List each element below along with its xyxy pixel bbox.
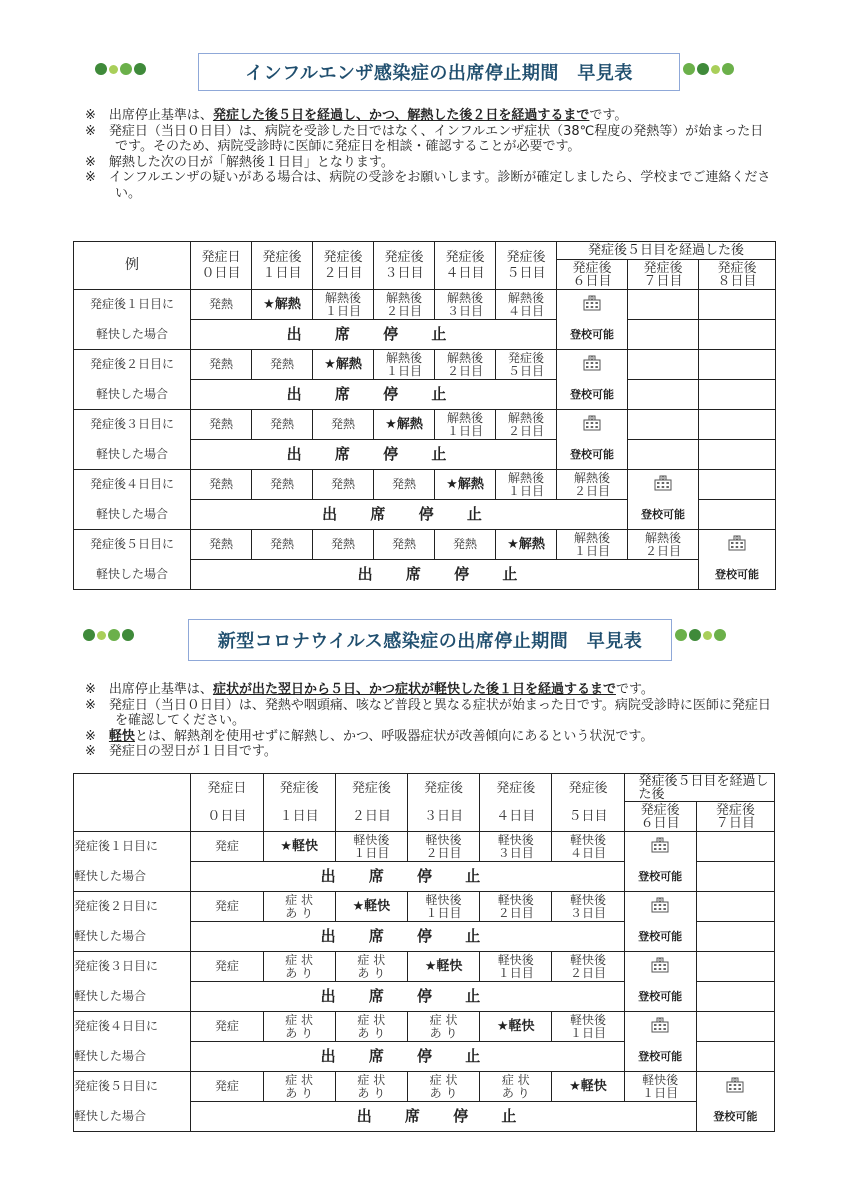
school-building-icon (583, 420, 601, 434)
recovery-day-cell: ★軽快 (407, 952, 479, 982)
row-label: 発症後３日目に (74, 410, 191, 440)
can-attend-label: 登校可能 (557, 440, 628, 470)
empty-cell (699, 500, 776, 530)
influenza-title: インフルエンザ感染症の出席停止期間 早見表 (198, 53, 680, 91)
status-cell: 発熱 (313, 470, 374, 500)
row-label: 軽快した場合 (74, 982, 191, 1012)
status-cell: 発熱 (252, 530, 313, 560)
can-attend-label: 登校可能 (624, 862, 696, 892)
attendance-suspended-span: 出 席 停 止 (191, 320, 557, 350)
status-cell: 軽快後 ３日目 (480, 832, 552, 862)
empty-cell (628, 410, 699, 440)
status-cell: 解熱後 １日目 (374, 350, 435, 380)
table-row (74, 1042, 775, 1072)
row-label: 軽快した場合 (74, 862, 191, 892)
influenza-schedule-table (73, 241, 776, 590)
status-cell: 解熱後 ２日目 (628, 530, 699, 560)
header-row (74, 242, 776, 260)
empty-cell (628, 380, 699, 410)
empty-cell (696, 922, 774, 952)
empty-cell (628, 440, 699, 470)
row-label: 軽快した場合 (74, 320, 191, 350)
status-cell: 症 状 あ り (263, 892, 335, 922)
note-item (85, 108, 775, 124)
status-cell: 発熱 (374, 470, 435, 500)
status-cell: 解熱後 １日目 (435, 410, 496, 440)
status-cell: 解熱後 ２日目 (374, 290, 435, 320)
attendance-suspended-span: 出 席 停 止 (191, 862, 624, 892)
school-icon-cell (628, 470, 699, 500)
row-label: 発症後４日目に (74, 470, 191, 500)
row-label: 軽快した場合 (74, 922, 191, 952)
status-cell: 症 状 あ り (407, 1012, 479, 1042)
table-row (74, 832, 775, 862)
attendance-suspended-span: 出 席 停 止 (191, 1042, 624, 1072)
row-label: 発症後２日目に (74, 350, 191, 380)
status-cell: 症 状 あ り (335, 952, 407, 982)
status-cell: 発熱 (313, 530, 374, 560)
recovery-day-cell: ★解熱 (435, 470, 496, 500)
note-item (85, 682, 775, 698)
row-label: 発症後３日目に (74, 952, 191, 982)
day-header: 発症日 ０日目 (191, 774, 263, 832)
status-cell: 軽快後 １日目 (335, 832, 407, 862)
can-attend-label: 登校可能 (624, 1042, 696, 1072)
table-row (74, 410, 776, 440)
note-mark: ※ (85, 682, 96, 697)
status-cell: 発熱 (252, 410, 313, 440)
status-cell: 解熱後 ４日目 (496, 290, 557, 320)
school-building-icon (654, 480, 672, 494)
day-header: 発症後 ５日目 (496, 242, 557, 290)
status-cell: 軽快後 ２日目 (407, 832, 479, 862)
influenza-banner (0, 53, 849, 93)
row-label: 発症後５日目に (74, 530, 191, 560)
attendance-suspended-span: 出 席 停 止 (191, 982, 624, 1012)
school-building-icon (651, 962, 669, 976)
table-row (74, 982, 775, 1012)
table-row (74, 500, 776, 530)
attendance-suspended-span: 出 席 停 止 (191, 922, 624, 952)
status-cell: 発熱 (252, 350, 313, 380)
school-icon-cell (557, 350, 628, 380)
note-item (85, 729, 775, 745)
school-building-icon (728, 540, 746, 554)
row-label: 軽快した場合 (74, 380, 191, 410)
clover-decoration-icon (95, 63, 146, 75)
corner-header (74, 774, 191, 832)
recovery-day-cell: ★解熱 (374, 410, 435, 440)
day-header: 発症後 ８日目 (699, 260, 776, 290)
status-cell: 症 状 あ り (263, 1012, 335, 1042)
note-text: です。 (589, 108, 628, 123)
status-cell: 解熱後 ２日目 (496, 410, 557, 440)
recovery-day-cell: ★解熱 (313, 350, 374, 380)
note-text: 発症日の翌日が１日目です。 (108, 744, 277, 759)
covid-title: 新型コロナウイルス感染症の出席停止期間 早見表 (188, 619, 672, 661)
note-item (85, 170, 775, 201)
school-building-icon (726, 1082, 744, 1096)
note-text: 出席停止基準は、 (108, 682, 213, 697)
status-cell: 軽快後 １日目 (480, 952, 552, 982)
recovery-day-cell: ★軽快 (552, 1072, 624, 1102)
table-row (74, 862, 775, 892)
note-text: 発症日（当日０日目）は、発熱や咽頭痛、咳など普段と異なる症状が始まった日です。病院受診時に医師に発症日を確認してください。 (108, 697, 771, 728)
note-text: 解熱した次の日が「解熱後１日目」となります。 (108, 154, 394, 170)
status-cell: 解熱後 ２日目 (435, 350, 496, 380)
covid-notes (85, 682, 775, 760)
table-row (74, 892, 775, 922)
note-mark: ※ (85, 123, 96, 139)
recovery-day-cell: ★軽快 (480, 1012, 552, 1042)
empty-cell (696, 862, 774, 892)
status-cell: 軽快後 ３日目 (552, 892, 624, 922)
day-header: 発症後 ４日目 (480, 774, 552, 832)
covid-schedule-table (73, 773, 775, 1132)
day-header: 発症後 ２日目 (335, 774, 407, 832)
status-cell: 軽快後 ２日目 (480, 892, 552, 922)
can-attend-label: 登校可能 (624, 982, 696, 1012)
school-icon-cell (696, 1072, 774, 1102)
status-cell: 軽快後 ４日目 (552, 832, 624, 862)
table-row (74, 1102, 775, 1132)
empty-cell (628, 290, 699, 320)
row-label: 発症後５日目に (74, 1072, 191, 1102)
table-row (74, 952, 775, 982)
day-header: 発症後 １日目 (252, 242, 313, 290)
note-mark: ※ (85, 154, 96, 170)
note-emphasis: 症状が出た翌日から５日、かつ症状が軽快した後１日を経過するまで (212, 682, 616, 697)
status-cell: 症 状 あ り (335, 1072, 407, 1102)
school-icon-cell (624, 892, 696, 922)
school-icon-cell (624, 832, 696, 862)
table-row (74, 470, 776, 500)
group-header: 発症後５日目を経過した後 (557, 242, 776, 260)
recovery-day-cell: ★軽快 (263, 832, 335, 862)
status-cell: 症 状 あ り (407, 1072, 479, 1102)
status-cell: 症 状 あ り (335, 1012, 407, 1042)
status-cell: 症 状 あ り (480, 1072, 552, 1102)
empty-cell (699, 440, 776, 470)
row-label: 発症後１日目に (74, 290, 191, 320)
status-cell: 発症 (191, 892, 263, 922)
status-cell: 発熱 (191, 470, 252, 500)
status-cell: 解熱後 １日目 (313, 290, 374, 320)
clover-decoration-icon (683, 63, 734, 75)
empty-cell (699, 350, 776, 380)
school-icon-cell (557, 290, 628, 320)
empty-cell (699, 380, 776, 410)
note-mark: ※ (85, 108, 96, 123)
day-header: 発症後 ４日目 (435, 242, 496, 290)
row-label: 軽快した場合 (74, 500, 191, 530)
recovery-day-cell: ★軽快 (335, 892, 407, 922)
table-row (74, 560, 776, 590)
status-cell: 解熱後 ２日目 (557, 470, 628, 500)
group-header: 発症後５日目を経過した後 (624, 774, 774, 802)
attendance-suspended-span: 出 席 停 止 (191, 1102, 696, 1132)
day-header: 発症後 ７日目 (696, 802, 774, 832)
day-header: 発症後 ６日目 (624, 802, 696, 832)
status-cell: 症 状 あ り (263, 1072, 335, 1102)
status-cell: 解熱後 １日目 (496, 470, 557, 500)
note-text: インフルエンザの疑いがある場合は、病院の受診をお願いします。診断が確定しましたら、学校までご連絡ください。 (108, 170, 771, 201)
table-row (74, 440, 776, 470)
table-row (74, 1072, 775, 1102)
empty-cell (696, 982, 774, 1012)
status-cell: 発症 (191, 832, 263, 862)
attendance-suspended-span: 出 席 停 止 (191, 440, 557, 470)
note-text: とは、解熱剤を使用せずに解熱し、かつ、呼吸器症状が改善傾向にあるという状況です。 (134, 728, 654, 744)
status-cell: 解熱後 ３日目 (435, 290, 496, 320)
note-emphasis: 発症した後５日を経過し、かつ、解熱した後２日を経過するまで (212, 108, 590, 123)
empty-cell (696, 1012, 774, 1042)
empty-cell (696, 1042, 774, 1072)
note-item (85, 698, 775, 729)
row-label: 発症後２日目に (74, 892, 191, 922)
status-cell: 発熱 (435, 530, 496, 560)
status-cell: 発熱 (313, 410, 374, 440)
clover-decoration-icon (675, 629, 726, 641)
school-icon-cell (624, 952, 696, 982)
school-building-icon (651, 842, 669, 856)
table-row (74, 380, 776, 410)
can-attend-label: 登校可能 (557, 380, 628, 410)
status-cell: 軽快後 １日目 (624, 1072, 696, 1102)
day-header: 発症後 ３日目 (407, 774, 479, 832)
can-attend-label: 登校可能 (696, 1102, 774, 1132)
attendance-suspended-span: 出 席 停 止 (191, 560, 699, 590)
empty-cell (696, 892, 774, 922)
day-header: 発症後 ３日目 (374, 242, 435, 290)
covid-banner (0, 619, 849, 659)
status-cell: 発症 (191, 1012, 263, 1042)
table-row (74, 922, 775, 952)
table-row (74, 1012, 775, 1042)
note-mark: ※ (85, 170, 96, 185)
note-text: です。 (615, 682, 654, 697)
note-mark: ※ (85, 744, 96, 759)
school-icon-cell (624, 1012, 696, 1042)
empty-cell (699, 410, 776, 440)
school-icon-cell (557, 410, 628, 440)
recovery-day-cell: ★解熱 (252, 290, 313, 320)
row-label: 軽快した場合 (74, 560, 191, 590)
day-header: 発症後 ５日目 (552, 774, 624, 832)
status-cell: 解熱後 １日目 (557, 530, 628, 560)
table-row (74, 320, 776, 350)
empty-cell (699, 470, 776, 500)
status-cell: 発熱 (191, 290, 252, 320)
day-header: 発症後 ７日目 (628, 260, 699, 290)
note-text: 発症日（当日０日目）は、病院を受診した日ではなく、インフルエンザ症状（38℃程度の発熱等）が始まった日です。そのため、病院受診時に医師に発症日を相談・確認することが必要です。 (108, 123, 764, 154)
can-attend-label: 登校可能 (624, 922, 696, 952)
can-attend-label: 登校可能 (557, 320, 628, 350)
row-label: 発症後４日目に (74, 1012, 191, 1042)
empty-cell (696, 832, 774, 862)
status-cell: 発熱 (191, 410, 252, 440)
status-cell: 発熱 (374, 530, 435, 560)
note-emphasis: 軽快 (108, 728, 135, 744)
school-building-icon (651, 902, 669, 916)
school-icon-cell (699, 530, 776, 560)
influenza-notes (85, 108, 775, 201)
day-header: 発症後 １日目 (263, 774, 335, 832)
note-text: 出席停止基準は、 (108, 108, 213, 123)
corner-header: 例 (74, 242, 191, 290)
empty-cell (696, 952, 774, 982)
note-item (85, 744, 775, 760)
can-attend-label: 登校可能 (699, 560, 776, 590)
can-attend-label: 登校可能 (628, 500, 699, 530)
status-cell: 発熱 (252, 470, 313, 500)
empty-cell (628, 320, 699, 350)
status-cell: 発症 (191, 952, 263, 982)
row-label: 軽快した場合 (74, 1042, 191, 1072)
row-label: 軽快した場合 (74, 440, 191, 470)
note-item (85, 124, 775, 155)
school-building-icon (583, 300, 601, 314)
status-cell: 軽快後 ２日目 (552, 952, 624, 982)
note-mark: ※ (85, 697, 96, 713)
empty-cell (699, 320, 776, 350)
status-cell: 発症 (191, 1072, 263, 1102)
recovery-day-cell: ★解熱 (496, 530, 557, 560)
day-header: 発症日 ０日目 (191, 242, 252, 290)
status-cell: 発熱 (191, 530, 252, 560)
clover-decoration-icon (83, 629, 134, 641)
row-label: 発症後１日目に (74, 832, 191, 862)
day-header: 発症後 ２日目 (313, 242, 374, 290)
school-building-icon (651, 1022, 669, 1036)
empty-cell (699, 290, 776, 320)
table-row (74, 350, 776, 380)
status-cell: 発熱 (191, 350, 252, 380)
note-item (85, 155, 775, 171)
note-mark: ※ (85, 728, 96, 744)
row-label: 軽快した場合 (74, 1102, 191, 1132)
status-cell: 軽快後 １日目 (407, 892, 479, 922)
day-header: 発症後 ６日目 (557, 260, 628, 290)
header-row (74, 774, 775, 802)
table-row (74, 530, 776, 560)
status-cell: 軽快後 １日目 (552, 1012, 624, 1042)
school-building-icon (583, 360, 601, 374)
status-cell: 発症後 ５日目 (496, 350, 557, 380)
attendance-suspended-span: 出 席 停 止 (191, 380, 557, 410)
status-cell: 症 状 あ り (263, 952, 335, 982)
attendance-suspended-span: 出 席 停 止 (191, 500, 628, 530)
empty-cell (628, 350, 699, 380)
table-row (74, 290, 776, 320)
